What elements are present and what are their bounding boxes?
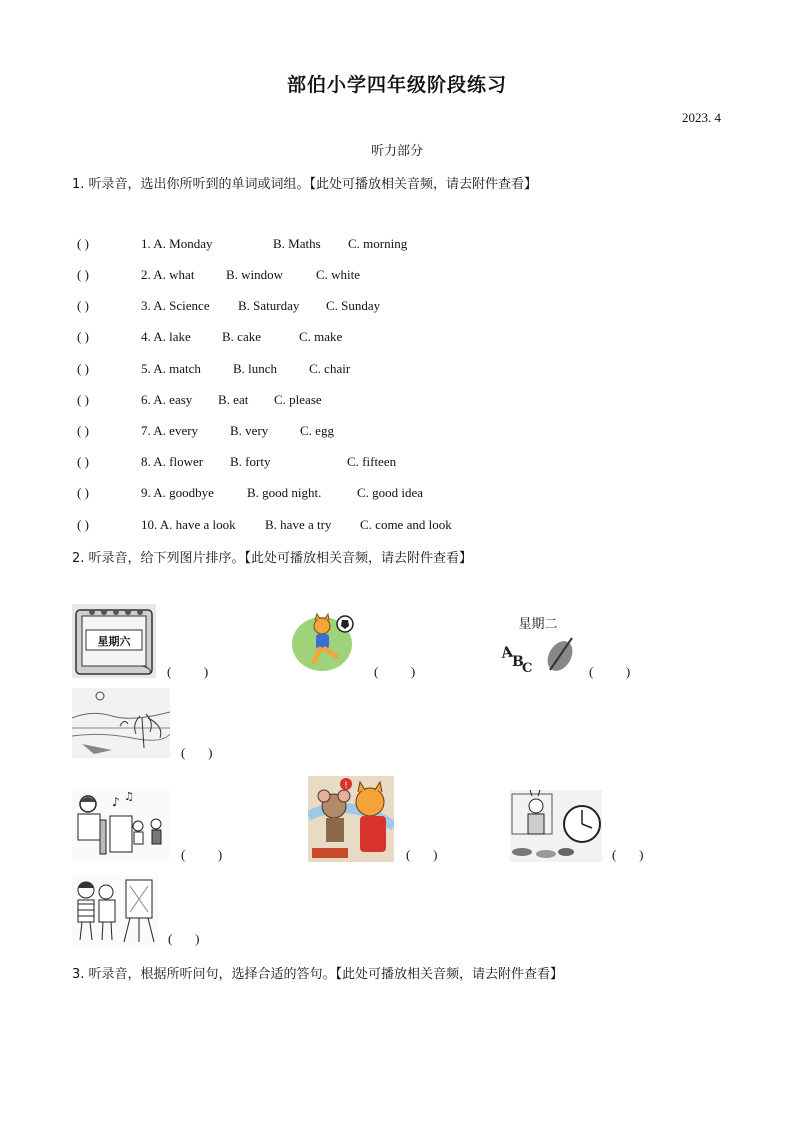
rabbit-clock-picture bbox=[510, 790, 602, 862]
answer-blank[interactable]: ( ) bbox=[77, 267, 89, 282]
option-b: B. Maths bbox=[273, 236, 321, 251]
option-c: C. white bbox=[316, 267, 361, 282]
option-b: B. Saturday bbox=[238, 298, 300, 313]
choice-row bbox=[77, 517, 677, 537]
calendar-label: 星期六 bbox=[97, 635, 131, 648]
answer-blank-4[interactable]: ( ) bbox=[181, 745, 213, 760]
answer-blank[interactable]: ( ) bbox=[77, 298, 89, 313]
answer-blank[interactable]: ( ) bbox=[77, 236, 89, 251]
answer-blank-7[interactable]: ( ) bbox=[612, 847, 644, 862]
page-title: 部伯小学四年级阶段练习 bbox=[286, 74, 507, 96]
svg-text:!: ! bbox=[344, 781, 348, 791]
answer-blank[interactable]: ( ) bbox=[77, 517, 89, 532]
choice-row bbox=[77, 267, 677, 287]
exam-date: 2023. 4 bbox=[682, 110, 721, 125]
kids-painting-picture bbox=[72, 876, 158, 946]
option-a: 8. A. flower bbox=[141, 454, 204, 469]
option-a: 9. A. goodbye bbox=[141, 485, 214, 500]
option-c: C. make bbox=[299, 329, 343, 344]
choice-row bbox=[77, 454, 677, 474]
answer-blank[interactable]: ( ) bbox=[77, 423, 89, 438]
choice-row bbox=[77, 329, 677, 349]
cat-football-picture bbox=[290, 608, 358, 672]
calendar-saturday-picture bbox=[72, 604, 156, 678]
svg-text:♫: ♫ bbox=[124, 790, 134, 803]
svg-text:♪: ♪ bbox=[112, 795, 120, 809]
choice-row bbox=[77, 361, 677, 381]
option-c: C. morning bbox=[348, 236, 408, 251]
option-c: C. come and look bbox=[360, 517, 452, 532]
option-a: 10. A. have a look bbox=[141, 517, 236, 532]
answer-blank-1[interactable]: ( ) bbox=[167, 664, 209, 679]
option-b: B. lunch bbox=[233, 361, 278, 376]
option-a: 3. A. Science bbox=[141, 298, 210, 313]
answer-blank[interactable]: ( ) bbox=[77, 361, 89, 376]
answer-blank[interactable]: ( ) bbox=[77, 485, 89, 500]
option-a: 1. A. Monday bbox=[141, 236, 213, 251]
option-b: B. good night. bbox=[247, 485, 322, 500]
answer-blank[interactable]: ( ) bbox=[77, 454, 89, 469]
option-c: C. fifteen bbox=[347, 454, 397, 469]
option-b: B. cake bbox=[222, 329, 261, 344]
option-a: 2. A. what bbox=[141, 267, 195, 282]
question-2-prompt: 2. 听录音，给下列图片排序。【此处可播放相关音频，请去附件查看】 bbox=[72, 551, 473, 566]
tuesday-abc-picture bbox=[498, 608, 578, 678]
answer-blank[interactable]: ( ) bbox=[77, 329, 89, 344]
question-1-prompt: 1. 听录音，选出你所听到的单词或词组。【此处可播放相关音频，请去附件查看】 bbox=[72, 177, 538, 192]
answer-blank[interactable]: ( ) bbox=[77, 392, 89, 407]
option-a: 4. A. lake bbox=[141, 329, 191, 344]
answer-blank-8[interactable]: ( ) bbox=[168, 931, 200, 946]
answer-blank-6[interactable]: ( ) bbox=[406, 847, 438, 862]
option-c: C. Sunday bbox=[326, 298, 381, 313]
music-class-picture bbox=[72, 790, 170, 860]
answer-blank-5[interactable]: ( ) bbox=[181, 847, 223, 862]
option-b: B. have a try bbox=[265, 517, 332, 532]
question-3-prompt: 3. 听录音，根据所听问句，选择合适的答句。【此处可播放相关音频，请去附件查看】 bbox=[72, 967, 564, 982]
option-b: B. very bbox=[230, 423, 269, 438]
option-c: C. chair bbox=[309, 361, 351, 376]
option-b: B. forty bbox=[230, 454, 271, 469]
option-c: C. egg bbox=[300, 423, 334, 438]
option-a: 7. A. every bbox=[141, 423, 199, 438]
option-c: C. good idea bbox=[357, 485, 424, 500]
option-c: C. please bbox=[274, 392, 322, 407]
answer-blank-3[interactable]: ( ) bbox=[589, 664, 631, 679]
tuesday-label: 星期二 bbox=[518, 617, 558, 632]
svg-text:B: B bbox=[512, 654, 524, 670]
answer-blank-2[interactable]: ( ) bbox=[374, 664, 416, 679]
section-heading: 听力部分 bbox=[370, 144, 423, 159]
option-b: B. window bbox=[226, 267, 284, 282]
choice-row bbox=[77, 392, 677, 412]
option-b: B. eat bbox=[218, 392, 249, 407]
svg-text:C: C bbox=[522, 661, 533, 676]
mouse-cat-picture bbox=[308, 776, 394, 862]
option-a: 5. A. match bbox=[141, 361, 201, 376]
choice-row bbox=[77, 423, 677, 443]
option-a: 6. A. easy bbox=[141, 392, 193, 407]
choice-row bbox=[77, 298, 677, 318]
svg-text:A: A bbox=[500, 642, 515, 662]
choice-row bbox=[77, 485, 677, 505]
lake-landscape-picture bbox=[72, 688, 170, 758]
choice-row bbox=[77, 236, 677, 256]
